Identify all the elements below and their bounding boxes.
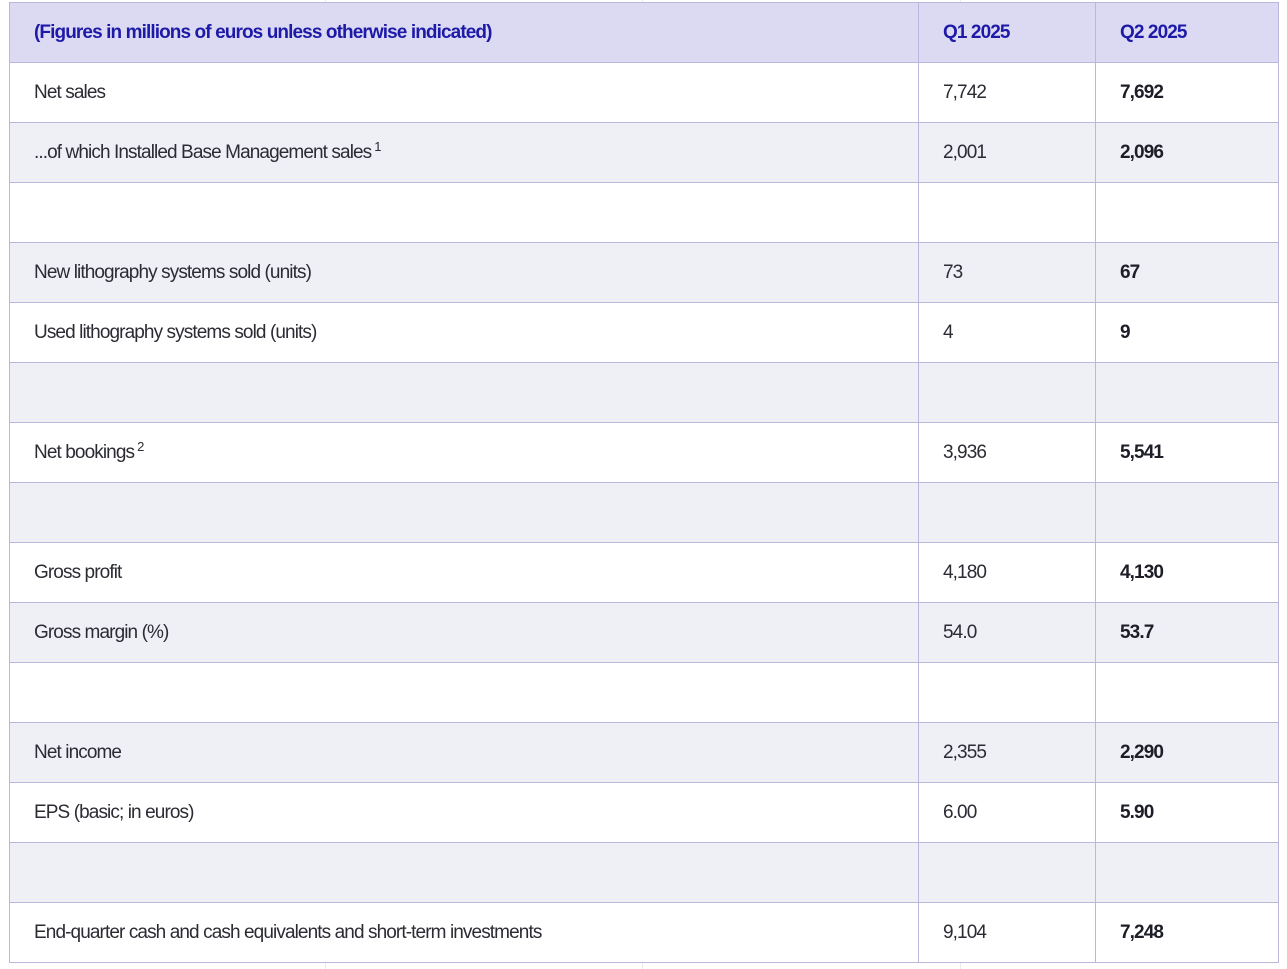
q2-value: 7,692	[1096, 63, 1279, 123]
table-row-new-systems-sold	[10, 243, 1279, 303]
row-label: Net sales	[10, 63, 919, 123]
q1-value: 3,936	[919, 423, 1096, 483]
q2-value	[1096, 663, 1279, 723]
q1-value: 7,742	[919, 63, 1096, 123]
row-label	[10, 483, 919, 543]
table-row-gross-margin	[10, 603, 1279, 663]
table-row-net-bookings	[10, 423, 1279, 483]
footnote-marker: 2	[137, 438, 145, 454]
footnote-marker: 1	[374, 138, 382, 154]
row-label: ...of which Installed Base Management sales $^1$	[10, 123, 919, 183]
q2-value: 67	[1096, 243, 1279, 303]
q1-value: 6.00	[919, 783, 1096, 843]
financial-summary-table	[9, 2, 1279, 963]
q2-value: 53.7	[1096, 603, 1279, 663]
table-row-gross-profit	[10, 543, 1279, 603]
q2-value: 5,541	[1096, 423, 1279, 483]
q2-value: 7,248	[1096, 903, 1279, 963]
table-row-spacer	[10, 363, 1279, 423]
table-row-spacer	[10, 183, 1279, 243]
row-label: End-quarter cash and cash equivalents and short-term investments	[10, 903, 919, 963]
table-row-end-quarter-cash	[10, 903, 1279, 963]
q1-value: 2,001	[919, 123, 1096, 183]
row-label	[10, 183, 919, 243]
q2-value	[1096, 843, 1279, 903]
table-row-installed-base-sales	[10, 123, 1279, 183]
row-label: Gross margin (%)	[10, 603, 919, 663]
row-label: Net income	[10, 723, 919, 783]
row-label: Used lithography systems sold (units)	[10, 303, 919, 363]
q1-value: 4	[919, 303, 1096, 363]
q2-value	[1096, 483, 1279, 543]
table-row-spacer	[10, 843, 1279, 903]
header-figures-note: (Figures in millions of euros unless otherwise indicated)	[10, 3, 919, 63]
table-header-row	[10, 3, 1279, 63]
table-row-spacer	[10, 663, 1279, 723]
table-row-used-systems-sold	[10, 303, 1279, 363]
q1-value: 4,180	[919, 543, 1096, 603]
q1-value: 9,104	[919, 903, 1096, 963]
q2-value	[1096, 183, 1279, 243]
q1-value: 54.0	[919, 603, 1096, 663]
q1-value: 2,355	[919, 723, 1096, 783]
row-label	[10, 843, 919, 903]
q1-value	[919, 483, 1096, 543]
q2-value	[1096, 363, 1279, 423]
table-row-net-sales	[10, 63, 1279, 123]
q2-value: 4,130	[1096, 543, 1279, 603]
q2-value: 9	[1096, 303, 1279, 363]
row-label: Net bookings $^2$	[10, 423, 919, 483]
row-label	[10, 663, 919, 723]
q1-value	[919, 663, 1096, 723]
row-label	[10, 363, 919, 423]
header-q1-2025: Q1 2025	[919, 3, 1096, 63]
table-row-eps	[10, 783, 1279, 843]
table-row-net-income	[10, 723, 1279, 783]
q2-value: 5.90	[1096, 783, 1279, 843]
table-row-spacer	[10, 483, 1279, 543]
row-label: Gross profit	[10, 543, 919, 603]
q1-value	[919, 363, 1096, 423]
q2-value: 2,096	[1096, 123, 1279, 183]
q1-value	[919, 843, 1096, 903]
row-label: New lithography systems sold (units)	[10, 243, 919, 303]
header-q2-2025: Q2 2025	[1096, 3, 1279, 63]
q1-value	[919, 183, 1096, 243]
q1-value: 73	[919, 243, 1096, 303]
q2-value: 2,290	[1096, 723, 1279, 783]
row-label: EPS (basic; in euros)	[10, 783, 919, 843]
